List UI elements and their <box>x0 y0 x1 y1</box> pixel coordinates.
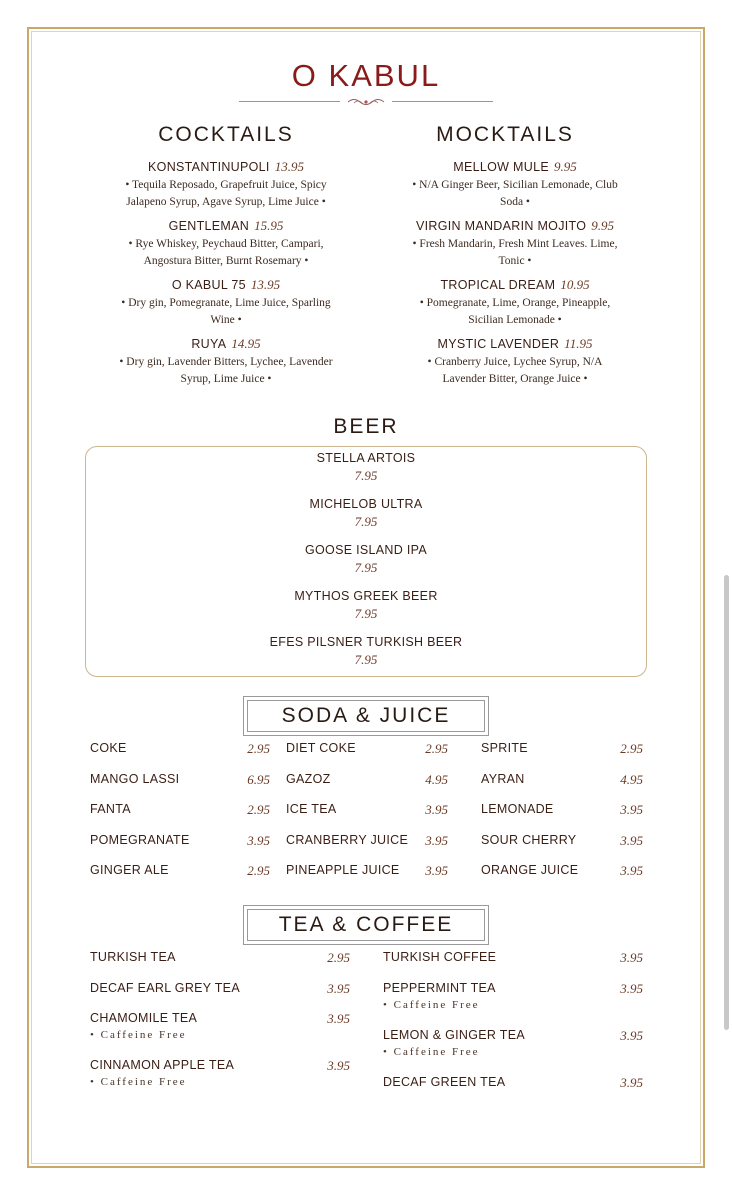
soda-juice-heading-box <box>243 696 489 736</box>
soda-item-name: SPRITE <box>481 741 528 755</box>
soda-item-name: MANGO LASSI <box>90 771 180 786</box>
scrollbar-thumb[interactable] <box>724 575 729 1030</box>
soda-item-price: 2.95 <box>247 802 270 817</box>
beer-price: 7.95 <box>354 468 378 483</box>
soda-item-price: 4.95 <box>425 771 448 787</box>
drink-description: • Dry gin, Lavender Bitters, Lychee, Lavender <box>119 356 333 368</box>
soda-item-name: GINGER ALE <box>90 863 169 877</box>
tea-item-name: CHAMOMILE TEA <box>90 1011 198 1025</box>
drink-name: GENTLEMAN <box>168 219 250 233</box>
mocktails-item <box>390 217 640 269</box>
soda-item-name: AYRAN <box>481 771 525 786</box>
tea-item-name: PEPPERMINT TEA <box>383 980 496 995</box>
beer-price: 7.95 <box>354 652 378 667</box>
soda-item-name: COKE <box>90 741 127 755</box>
drink-name: KONSTANTINUPOLI <box>148 160 270 174</box>
tea-item-name: CINNAMON APPLE TEA <box>90 1058 235 1072</box>
soda-item-name: FANTA <box>90 802 131 816</box>
drink-description: • Dry gin, Pomegranate, Lime Juice, Sparling <box>121 297 331 309</box>
soda-item-name: DIET COKE <box>286 741 356 755</box>
drink-price: 10.95 <box>560 277 590 292</box>
beer-name: MYTHOS GREEK BEER <box>294 589 438 603</box>
soda-item-name: SOUR CHERRY <box>481 832 577 847</box>
drink-description: Angostura Bitter, Burnt Rosemary • <box>143 255 309 267</box>
soda-item-price: 3.95 <box>425 832 448 848</box>
tea-item-price: 3.95 <box>327 1058 350 1073</box>
soda-item-name: POMEGRANATE <box>90 832 190 847</box>
drink-description: • Fresh Mandarin, Fresh Mint Leaves. Lime, <box>412 238 618 250</box>
tea-item-price: 2.95 <box>327 950 350 965</box>
drink-price: 9.95 <box>553 159 577 174</box>
soda-item-name: GAZOZ <box>286 771 331 786</box>
beer-name: STELLA ARTOIS <box>316 451 416 465</box>
drink-description: • N/A Ginger Beer, Sicilian Lemonade, Club <box>412 179 618 191</box>
soda-item-price: 3.95 <box>620 802 643 817</box>
drink-price: 14.95 <box>231 336 261 351</box>
soda-item-price: 2.95 <box>620 741 643 756</box>
tea-item-price: 3.95 <box>620 1027 643 1043</box>
tea-coffee-heading: TEA & COFFEE <box>278 913 454 936</box>
tea-item-name: DECAF EARL GREY TEA <box>90 980 240 995</box>
mocktails-item <box>390 335 640 387</box>
drink-name: RUYA <box>191 337 227 351</box>
tea-coffee-heading-box <box>243 905 489 945</box>
cocktails-item <box>96 335 356 387</box>
beer-price: 7.95 <box>354 560 378 575</box>
tea-item-price: 3.95 <box>327 980 350 996</box>
tea-item-name: TURKISH TEA <box>90 950 176 964</box>
beer-price: 7.95 <box>354 514 378 529</box>
drink-description: • Rye Whiskey, Peychaud Bitter, Campari, <box>128 238 324 250</box>
tea-item-price: 3.95 <box>620 1074 643 1090</box>
caffeine-note: • Caffeine Free <box>383 998 480 1011</box>
drink-description: Syrup, Lime Juice • <box>180 373 272 385</box>
drink-description: Tonic • <box>498 255 532 267</box>
soda-item-name: CRANBERRY JUICE <box>286 832 409 847</box>
drink-price: 13.95 <box>274 159 304 174</box>
tea-item-name: DECAF GREEN TEA <box>383 1074 506 1089</box>
tea-item-name: LEMON & GINGER TEA <box>383 1027 526 1042</box>
restaurant-title: O KABUL <box>291 58 441 93</box>
drink-description: • Tequila Reposado, Grapefruit Juice, Spicy <box>125 179 327 191</box>
drink-description: Wine • <box>210 314 242 326</box>
soda-item-price: 6.95 <box>247 771 270 787</box>
drink-description: Sicilian Lemonade • <box>468 314 562 326</box>
soda-item-name: ICE TEA <box>286 802 337 816</box>
mocktails-item <box>390 158 640 210</box>
beer-item <box>85 451 647 484</box>
soda-item-price: 3.95 <box>425 802 448 817</box>
soda-item-name: LEMONADE <box>481 802 554 816</box>
drink-description: Soda • <box>500 196 530 208</box>
beer-item <box>85 497 647 530</box>
caffeine-note: • Caffeine Free <box>90 1029 187 1041</box>
drink-price: 9.95 <box>591 218 614 233</box>
beer-item <box>85 635 647 668</box>
cocktails-heading: COCKTAILS <box>158 123 294 146</box>
soda-juice-heading: SODA & JUICE <box>281 704 451 727</box>
drink-description: • Cranberry Juice, Lychee Syrup, N/A <box>427 356 603 368</box>
beer-price: 7.95 <box>354 606 378 621</box>
cocktails-item <box>96 158 356 210</box>
soda-item-price: 2.95 <box>425 741 448 756</box>
cocktails-item <box>96 217 356 269</box>
caffeine-note: • Caffeine Free <box>383 1045 480 1058</box>
drink-name: O KABUL 75 <box>171 278 246 292</box>
soda-item-price: 2.95 <box>247 863 270 878</box>
tea-item-price: 3.95 <box>327 1011 350 1026</box>
tea-item-price: 3.95 <box>620 980 643 996</box>
beer-heading: BEER <box>333 415 399 438</box>
soda-item-price: 3.95 <box>620 863 643 878</box>
drink-description: Jalapeno Syrup, Agave Syrup, Lime Juice • <box>126 196 326 208</box>
cocktails-item <box>96 276 356 328</box>
drink-name: MYSTIC LAVENDER <box>437 337 560 351</box>
soda-item-name: ORANGE JUICE <box>481 863 579 877</box>
mocktails-item <box>390 276 640 328</box>
drink-price: 11.95 <box>564 336 593 351</box>
soda-item-price: 2.95 <box>247 741 270 756</box>
beer-name: MICHELOB ULTRA <box>309 497 423 511</box>
drink-price: 15.95 <box>254 218 284 233</box>
mocktails-heading: MOCKTAILS <box>436 123 574 146</box>
beer-item <box>85 589 647 622</box>
beer-item <box>85 543 647 576</box>
tea-item-price: 3.95 <box>620 950 643 965</box>
beer-name: EFES PILSNER TURKISH BEER <box>269 635 463 649</box>
ornament-icon <box>340 96 392 107</box>
drink-name: TROPICAL DREAM <box>440 278 556 292</box>
soda-item-price: 3.95 <box>425 863 448 878</box>
drink-description: • Pomegranate, Lime, Orange, Pineapple, <box>419 297 611 309</box>
drink-name: MELLOW MULE <box>453 160 549 174</box>
drink-price: 13.95 <box>250 277 281 292</box>
soda-item-price: 3.95 <box>620 832 643 848</box>
tea-item-name: TURKISH COFFEE <box>383 950 497 964</box>
drink-name: VIRGIN MANDARIN MOJITO <box>415 219 587 233</box>
beer-name: GOOSE ISLAND IPA <box>305 543 427 557</box>
soda-item-price: 4.95 <box>620 771 643 787</box>
drink-description: Lavender Bitter, Orange Juice • <box>442 373 588 385</box>
caffeine-note: • Caffeine Free <box>90 1076 187 1088</box>
soda-item-price: 3.95 <box>247 832 270 848</box>
soda-item-name: PINEAPPLE JUICE <box>286 863 400 877</box>
